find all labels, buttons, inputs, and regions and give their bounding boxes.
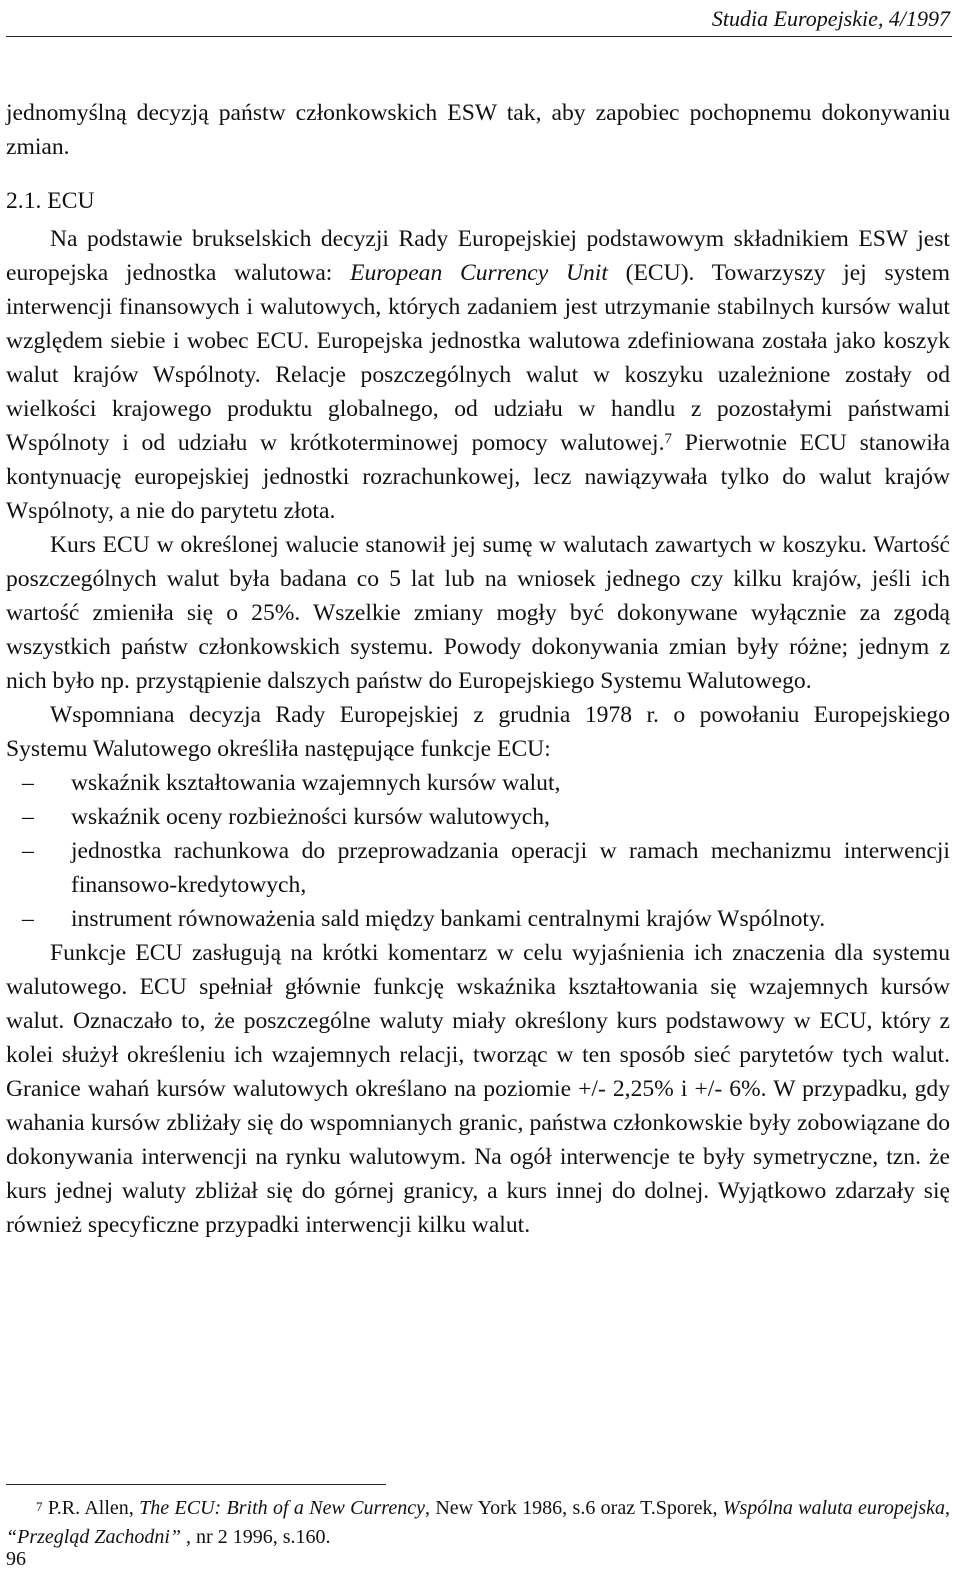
dash-marker: –	[22, 838, 34, 864]
footnote-part: , nr 2 1996, s.160.	[181, 1526, 331, 1548]
functions-list	[6, 766, 950, 936]
list-item	[6, 902, 950, 936]
dash-marker: –	[22, 906, 34, 932]
dash-marker: –	[22, 770, 34, 796]
body-text	[6, 96, 950, 1242]
list-item	[6, 834, 950, 902]
list-item-text: wskaźnik oceny rozbieżności kursów walutowych,	[71, 804, 550, 830]
paragraph-ecu-text-b: (ECU). Towarzyszy jej system interwencji finansowych i walutowych, których zadaniem jest utrzymanie stabilnych kursów walut względem siebie i wobec ECU. Europejska jednostka walutowa zdefiniowana została jako koszyk walut krajów Wspólnoty. Relacje poszczególnych walut w koszyku uzależnione zostały od wielkości krajowego produktu globalnego, od udziału w handlu z pozostałymi państwami Wspólnoty i od udziału w krótkoterminowej pomocy walutowej.	[6, 260, 950, 456]
footnote-part: ,	[945, 1497, 951, 1519]
footnote-part: P.R. Allen,	[42, 1497, 140, 1519]
list-item	[6, 800, 950, 834]
footnote-part: , New York 1986, s.6 oraz T.Sporek,	[424, 1497, 723, 1519]
paragraph-functions-intro: Wspomniana decyzja Rady Europejskiej z grudnia 1978 r. o powołaniu Europejskiego Systemu Walutowego określiła następujące funkcje ECU:	[6, 702, 950, 762]
paragraph-exchange-rate: Kurs ECU w określonej walucie stanowił jej sumę w walutach zawartych w koszyku. Wartość poszczególnych walut była badana co 5 lat lub na wniosek jednego czy kilku krajów, jeśli ich wartość zmieniła się o 25%. Wszelkie zmiany mogły być dokonywane wyłącznie za zgodą wszystkich państw członkowskich systemu. Powody dokonywania zmian były różne; jednym z nich było np. przystąpienie dalszych państw do Europejskiego Systemu Walutowego.	[6, 532, 950, 694]
paragraph-ecu-text-c: Pierwotnie ECU stanowiła kontynuację europejskiej jednostki rozrachunkowej, lecz nawiązywała tylko do walut krajów Wspólnoty, a nie do parytetu złota.	[6, 430, 950, 524]
section-heading: 2.1. ECU	[6, 188, 95, 214]
paragraph-ecu-definition	[6, 222, 950, 528]
footnote-number: 7	[36, 1499, 43, 1514]
list-item-text: wskaźnik kształtowania wzajemnych kursów walut,	[71, 770, 561, 796]
running-head: Studia Europejskie, 4/1997	[711, 6, 950, 31]
footnote-journal-italic: “Przegląd Zachodni”	[6, 1526, 182, 1548]
paragraph-intro: jednomyślną decyzją państw członkowskich ESW tak, aby zapobiec pochopnemu dokonywaniu zmian.	[6, 100, 950, 160]
footnote-text	[6, 1494, 950, 1552]
list-item-text: jednostka rachunkowa do przeprowadzania operacji w ramach mechanizmu interwencji finansowo-kredytowych,	[71, 838, 950, 898]
paragraph-functions-commentary: Funkcje ECU zasługują na krótki komentarz w celu wyjaśnienia ich znaczenia dla systemu walutowego. ECU spełniał głównie funkcję wskaźnika kształtowania się wzajemnych kursów walut. Oznaczało to, że poszczególne waluty miały określony kurs podstawowy w ECU, który z kolei służył określeniu ich wzajemnych relacji, tworząc w ten sposób sieć parytetów tych walut. Granice wahań kursów walutowych określano na poziomie +/- 2,25% i +/- 6%. W przypadku, gdy wahania kursów zbliżały się do wspomnianych granic, państwa członkowskie były zobowiązane do dokonywania interwencji na rynku walutowym. Na ogół interwencje te były symetryczne, tzn. że kurs jednej waluty zbliżał się do górnej granicy, a kurs innej do dolnej. Wyjątkowo zdarzały się również specyficzne przypadki interwencji kilku walut.	[6, 940, 950, 1238]
footnote	[6, 1494, 950, 1552]
footnote-title-italic: Wspólna waluta europejska	[722, 1497, 946, 1519]
page-number: 96	[6, 1548, 26, 1570]
footnote-rule	[6, 1484, 386, 1485]
list-item-text: instrument równoważenia sald między bankami centralnymi krajów Wspólnoty.	[71, 906, 826, 932]
paragraph-ecu-italic: European Currency Unit	[350, 260, 608, 286]
dash-marker: –	[22, 804, 34, 830]
header-rule	[6, 36, 952, 37]
footnote-reference[interactable]: 7	[664, 431, 672, 447]
footnote-title-italic: The ECU: Brith of a New Currency	[139, 1497, 425, 1519]
paragraph-ecu-text-a: Na podstawie brukselskich decyzji Rady Europejskiej podstawowym składnikiem ESW jest europejska jednostka walutowa:	[6, 226, 950, 286]
list-item	[6, 766, 950, 800]
